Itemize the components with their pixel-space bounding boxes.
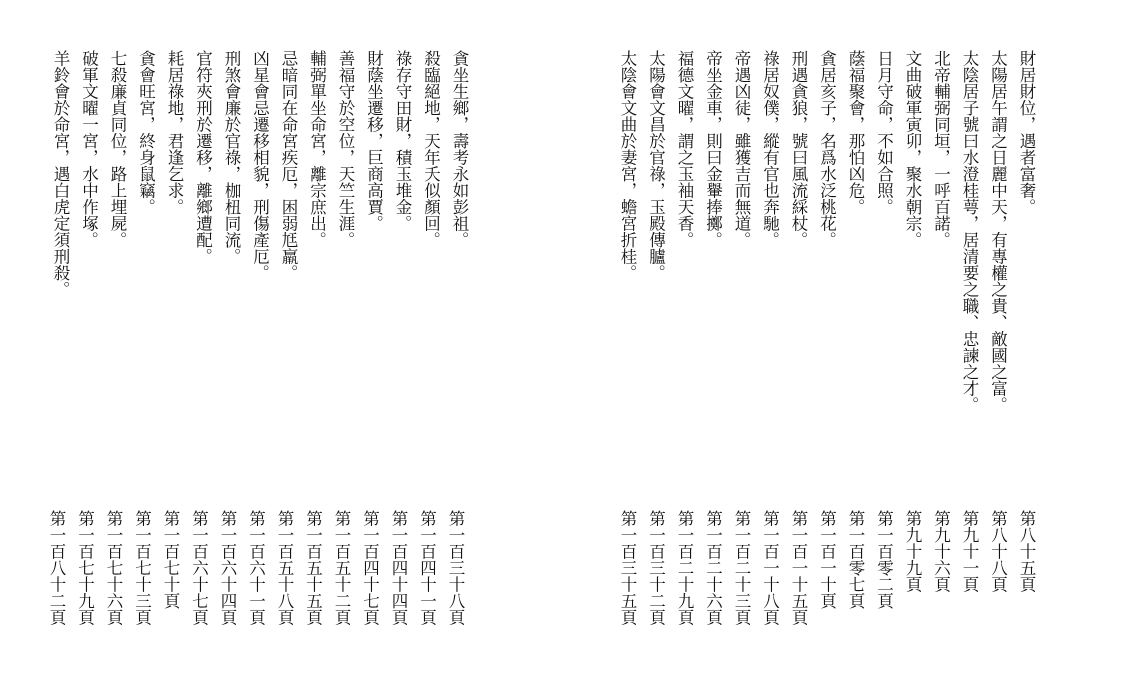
right-verse-list [613, 50, 1041, 470]
verse-line: 文曲破軍寅卯，聚水朝宗。 [903, 50, 922, 248]
page-reference: 第一百零七頁 [846, 510, 865, 609]
page-reference: 第一百四十四頁 [389, 510, 408, 626]
verse-line: 貪坐生鄉，壽考永如彭祖。 [450, 50, 469, 248]
page-reference: 第一百五十二頁 [332, 510, 351, 626]
verse-line: 財居財位，遇者富奢。 [1017, 50, 1036, 215]
page-reference: 第一百八十二頁 [47, 510, 66, 626]
verse-line: 財蔭坐遷移，巨商高賈。 [364, 50, 384, 232]
page-reference: 第一百六十四頁 [218, 510, 237, 626]
verse-line: 祿居奴僕，縱有官也奔馳。 [760, 50, 780, 248]
verse-line: 破軍文曜一宮，水中作塚。 [79, 50, 99, 248]
verse-line: 貪居亥子，名爲水泛桃花。 [817, 50, 837, 248]
page-reference: 第一百三十二頁 [646, 510, 666, 626]
verse-line: 帝坐金車，則曰金轝捧擲。 [703, 50, 723, 248]
page-reference: 第一百二十六頁 [703, 510, 723, 626]
page-reference: 第一百三十五頁 [618, 510, 637, 626]
page-reference: 第一百七十六頁 [104, 510, 123, 626]
verse-line: 福德文曜，謂之玉袖天香。 [675, 50, 694, 248]
left-page-index [42, 510, 470, 660]
page-reference: 第一百二十九頁 [675, 510, 694, 626]
verse-line: 殺臨絕地，天年夭似顏回。 [421, 50, 441, 248]
left-verse-list [46, 50, 474, 350]
right-page-index [613, 510, 1041, 660]
page-reference: 第一百零二頁 [874, 510, 894, 609]
right-page [572, 0, 1145, 677]
verse-line: 太陽居午謂之日麗中天，有專權之貴、敵國之富。 [988, 50, 1008, 413]
verse-line: 帝遇凶徒，雖獲吉而無道。 [732, 50, 751, 248]
verse-line: 日月守命，不如合照。 [874, 50, 894, 215]
page-reference: 第一百六十一頁 [246, 510, 266, 626]
page-reference: 第一百四十七頁 [360, 510, 380, 626]
page-reference: 第一百一十頁 [817, 510, 837, 609]
verse-line: 蔭福聚會，那怕凶危。 [846, 50, 865, 215]
verse-line: 太陰會文曲於妻宮，蟾宮折桂。 [618, 50, 637, 281]
verse-line: 北帝輔弼同垣，一呼百諾。 [931, 50, 951, 248]
verse-line: 羊鈴會於命宮，遇白虎定須刑殺。 [51, 50, 70, 298]
page-reference: 第一百六十七頁 [189, 510, 209, 626]
page-reference: 第八十五頁 [1017, 510, 1036, 593]
page-reference: 第一百五十五頁 [303, 510, 323, 626]
verse-line: 刑煞會廉於官祿，枷杻同流。 [222, 50, 241, 265]
page-reference: 第一百二十三頁 [732, 510, 751, 626]
page-reference: 第一百一十五頁 [789, 510, 808, 626]
page-reference: 第一百七十九頁 [75, 510, 95, 626]
verse-line: 祿存守田財，積玉堆金。 [393, 50, 412, 232]
page-reference: 第一百三十八頁 [446, 510, 465, 626]
verse-line: 太陽會文昌於官祿，玉殿傳臚。 [646, 50, 666, 281]
verse-line: 七殺廉貞同位，路上埋屍。 [108, 50, 127, 248]
page-reference: 第九十一頁 [960, 510, 979, 593]
page-reference: 第九十九頁 [903, 510, 922, 593]
page-reference: 第一百五十八頁 [275, 510, 294, 626]
page-reference: 第八十八頁 [988, 510, 1008, 593]
left-page [0, 0, 572, 677]
page-reference: 第一百七十三頁 [132, 510, 152, 626]
verse-line: 貪會旺宮，終身鼠竊。 [136, 50, 156, 215]
verse-line: 凶星會忌遷移相貌，刑傷產厄。 [250, 50, 270, 281]
page-reference: 第一百七十頁 [161, 510, 180, 609]
verse-line: 忌暗同在命宮疾厄，困弱尪羸。 [279, 50, 298, 281]
page-reference: 第一百四十一頁 [417, 510, 437, 626]
verse-line: 輔弼單坐命宮，離宗庶出。 [307, 50, 327, 248]
verse-line: 耗居祿地，君逢乞求。 [165, 50, 184, 215]
verse-line: 官符夾刑於遷移，離鄉遭配。 [193, 50, 213, 265]
page-reference: 第九十六頁 [931, 510, 951, 593]
verse-line: 太陰居子號曰水澄桂萼，居清要之職、忠諫之才。 [960, 50, 979, 413]
page-reference: 第一百一十八頁 [760, 510, 780, 626]
verse-line: 刑遇貪狼，號曰風流綵杖。 [789, 50, 808, 248]
verse-line: 善福守於空位，天竺生涯。 [336, 50, 355, 248]
